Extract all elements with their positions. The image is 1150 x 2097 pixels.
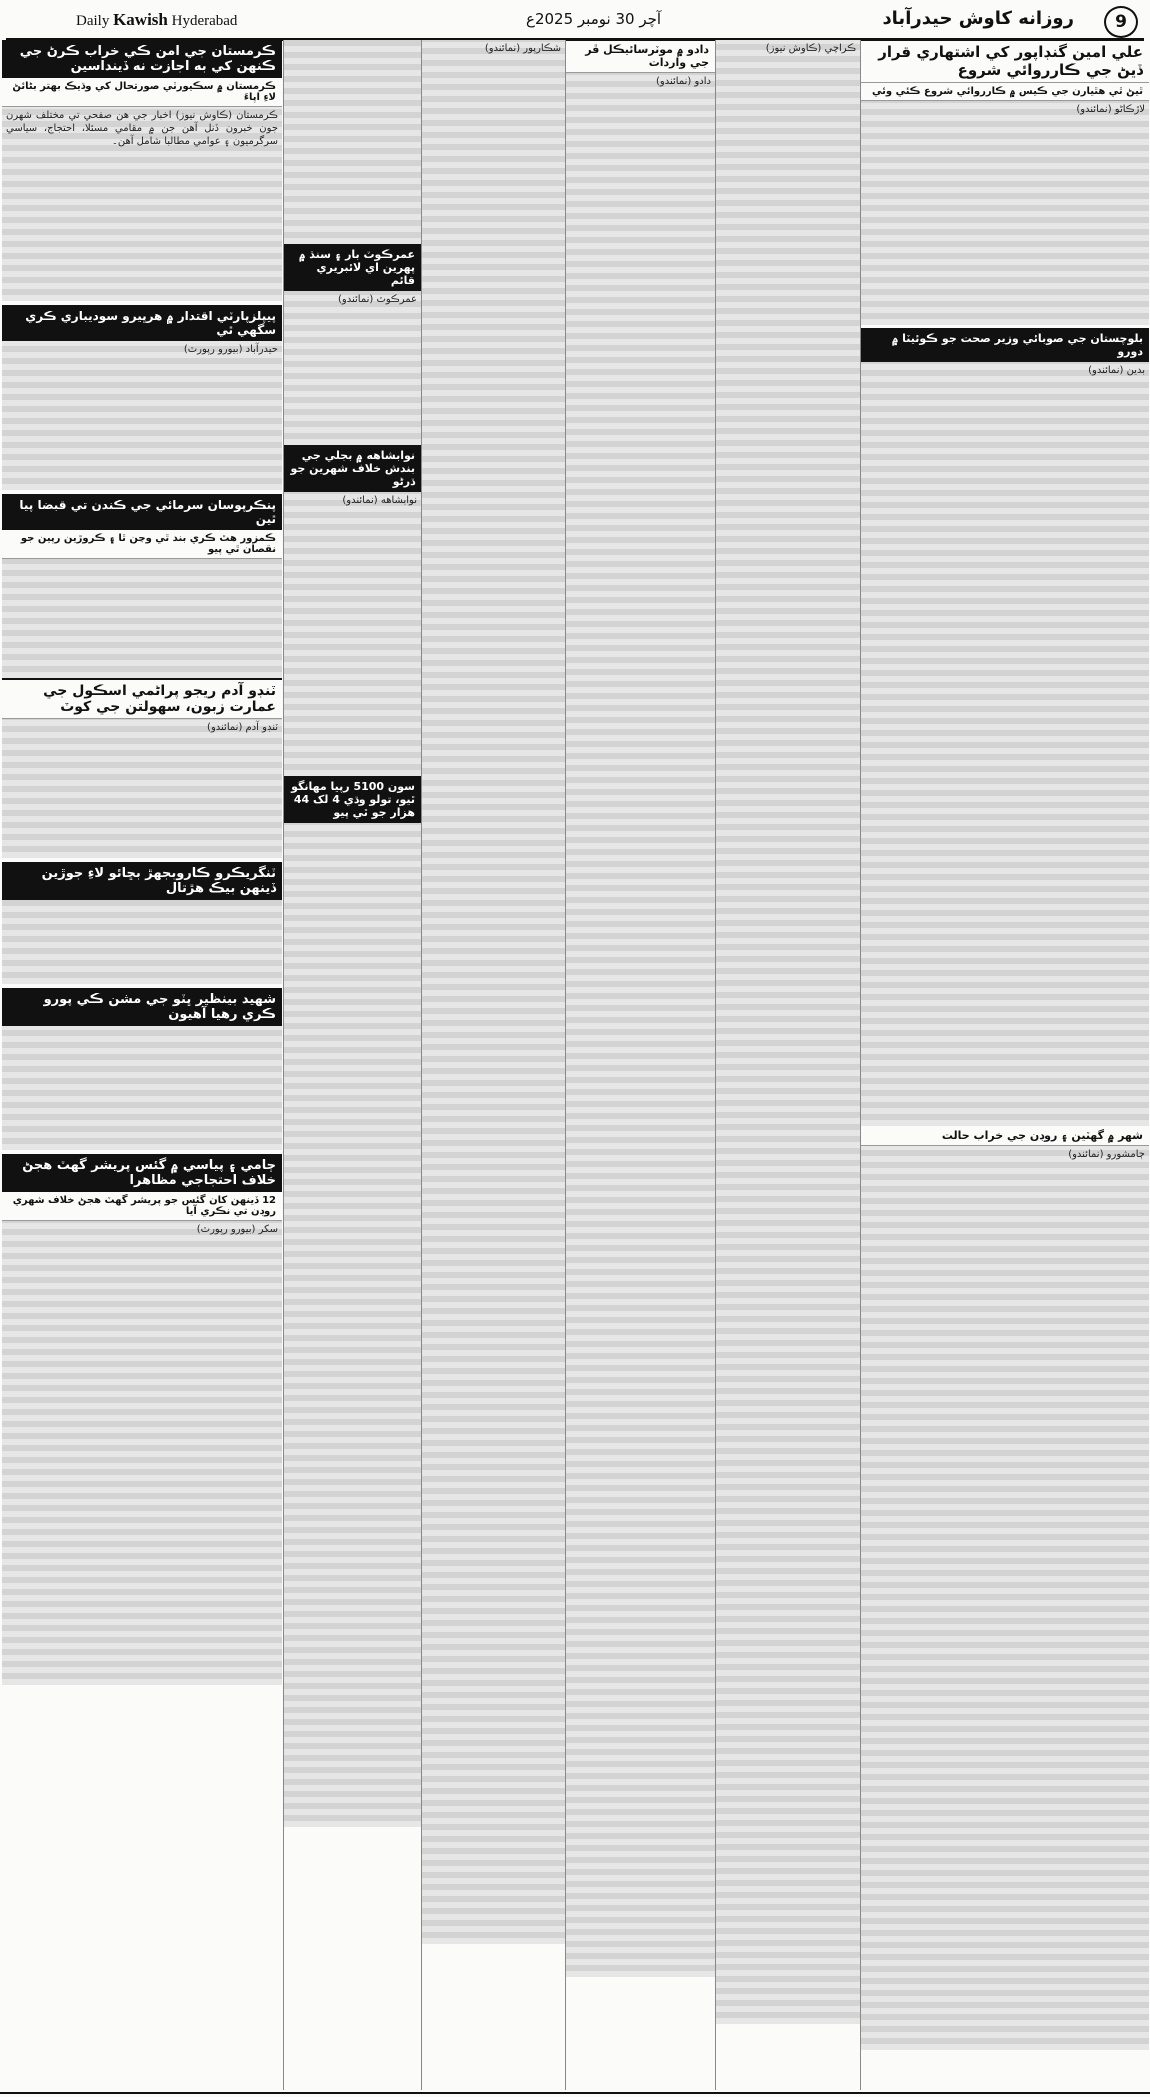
column-4-byline: دادو (نمائندو): [656, 76, 711, 87]
article-4-body: [2, 719, 282, 858]
column-5: [715, 40, 860, 2090]
article-1-body: [2, 107, 282, 301]
headline-7: ڄامي ۽ پياسي ۾ گئس پريشر گهٽ هجڻ خلاف احتجاجي مظاهرا: [2, 1154, 282, 1192]
column-2-text-a: [284, 40, 421, 244]
headline-9: نوابشاهه ۾ بجلي جي بندش خلاف شهرين جو ڌرڻو: [284, 445, 421, 492]
column-right: [860, 40, 1149, 2090]
headline-11: دادو ۾ موٽرسائيڪل ڦر جي واردات: [566, 40, 715, 73]
article-12-body: [861, 101, 1149, 325]
article-5-body: [2, 900, 282, 984]
headline-12-sub: ٿيڻ ٿي هٿيارن جي ڪيس ۾ ڪارروائي شروع ڪئي وئي: [861, 83, 1149, 101]
headline-3: پنڪرپوسان سرمائي جي ڪندن تي قبضا پيا ٿين: [2, 494, 282, 530]
column-2-text-d: [284, 823, 421, 1827]
article-3-body: [2, 559, 282, 678]
date-line: آچر 30 نومبر 2025ع: [526, 10, 662, 28]
masthead-daily: Daily: [76, 13, 110, 29]
masthead-city: Hyderabad: [171, 13, 238, 29]
headline-1: ڪرمستان جي امن ڪي خراب ڪرڻ جي ڪنهن کي به اجازت نه ڏينداسين: [2, 40, 282, 78]
headline-5: ٽنگريڪرو ڪاروبجهڙ بڇائو لاءِ جوڙين ڏينهن بيڪ هڙتال: [2, 862, 282, 900]
headline-3-sub: ڪمزور هٿ ڪري بند ٿي وڃن ٿا ۽ ڪروڙين رپين جو نقصان ٿي پيو: [2, 530, 282, 559]
headline-4: ٽنڊو آدم ريجو پراڻمي اسڪول جي عمارت زبون، سهولتن جي کوٽ: [2, 678, 282, 719]
headline-1-sub: ڪرمستان ۾ سڪيورٽي صورتحال کي وڌيڪ بهتر بڻائڻ لاءِ اپاءَ: [2, 78, 282, 107]
article-12-byline: لاڙڪاڻو (نمائندو): [1076, 104, 1145, 115]
masthead: [6, 4, 1144, 41]
masthead-latin: [76, 10, 237, 30]
article-1-text: اخبار جي هن صفحي تي مختلف شهرن جون خبرون ڏنل آهن جن ۾ مقامي مسئلا، احتجاج، سياسي سرگرميون ۽ عوامي مطالبا شامل آهن۔: [6, 110, 278, 147]
column-3-byline: شڪارپور (نمائندو): [484, 43, 561, 54]
article-14-byline: ڄامشورو (نمائندو): [1068, 1149, 1145, 1160]
column-5-byline: ڪراچي (ڪاوش نيوز): [765, 43, 856, 54]
article-13-byline: بدين (نمائندو): [1088, 365, 1145, 376]
masthead-sindhi: روزانه كاوش حيدرآباد: [882, 8, 1074, 29]
headline-8: عمرڪوٽ بار ۽ سنڌ ۾ پهرين اي لائبريري قائم: [284, 244, 421, 291]
column-2-byline: عمرڪوٽ (نمائندو): [338, 294, 417, 305]
column-2-text-c: [284, 492, 421, 776]
article-2-byline: حيدرآباد (بيورو رپورٽ): [183, 344, 278, 355]
masthead-brand: Kawish: [113, 10, 168, 29]
column-left: [2, 40, 282, 2090]
article-2-body: [2, 341, 282, 490]
column-2: [283, 40, 421, 2090]
page-number: 9: [1104, 6, 1138, 38]
bottom-rule: [0, 2092, 1150, 2094]
column-4: [565, 40, 715, 2090]
column-2-text-b: [284, 291, 421, 445]
article-7-byline: سکر (بيورو رپورٽ): [196, 1224, 278, 1235]
column-3-text: [422, 40, 565, 1944]
article-4-byline: ٽنڊو آدم (نمائندو): [207, 722, 278, 733]
column-5-text: [716, 40, 860, 2024]
article-7-body: [2, 1221, 282, 1685]
article-14-body: [861, 1146, 1149, 2050]
headline-6: شهيد بينظير ڀٽو جي مشن ڪي پورو ڪري رهيا آهيون: [2, 988, 282, 1026]
headline-14: شهر ۾ گهٽين ۽ روڊن جي خراب حالت: [861, 1126, 1149, 1146]
column-4-text: [566, 73, 715, 1977]
headline-10: سون 5100 رپيا مهانگو ٿيو، تولو وڌي 4 لک 44 هزار جو ٿي پيو: [284, 776, 421, 823]
headline-7-sub: 12 ڏينهن کان گئس جو پريشر گهٽ هجڻ خلاف شهري روڊن تي نڪري آيا: [2, 1192, 282, 1221]
headline-2: پيپلزپارٽي اقتدار ۾ هرڀيرو سوديباري ڪري سگهي ٿي: [2, 305, 282, 341]
column-3: [421, 40, 565, 2090]
article-13-body: [861, 362, 1149, 1126]
article-6-body: [2, 1026, 282, 1150]
column-2-byline-2: نوابشاهه (نمائندو): [342, 495, 417, 506]
headline-12: علي امين گنڊاپور کي اشتهاري قرار ڏيڻ جي ڪارروائي شروع: [861, 40, 1149, 83]
article-1-byline: ڪرمستان (ڪاوش نيوز): [175, 110, 278, 121]
headline-13: بلوچستان جي صوبائي وزير صحت جو ڪوئيٽا ۾ دورو: [861, 328, 1149, 362]
